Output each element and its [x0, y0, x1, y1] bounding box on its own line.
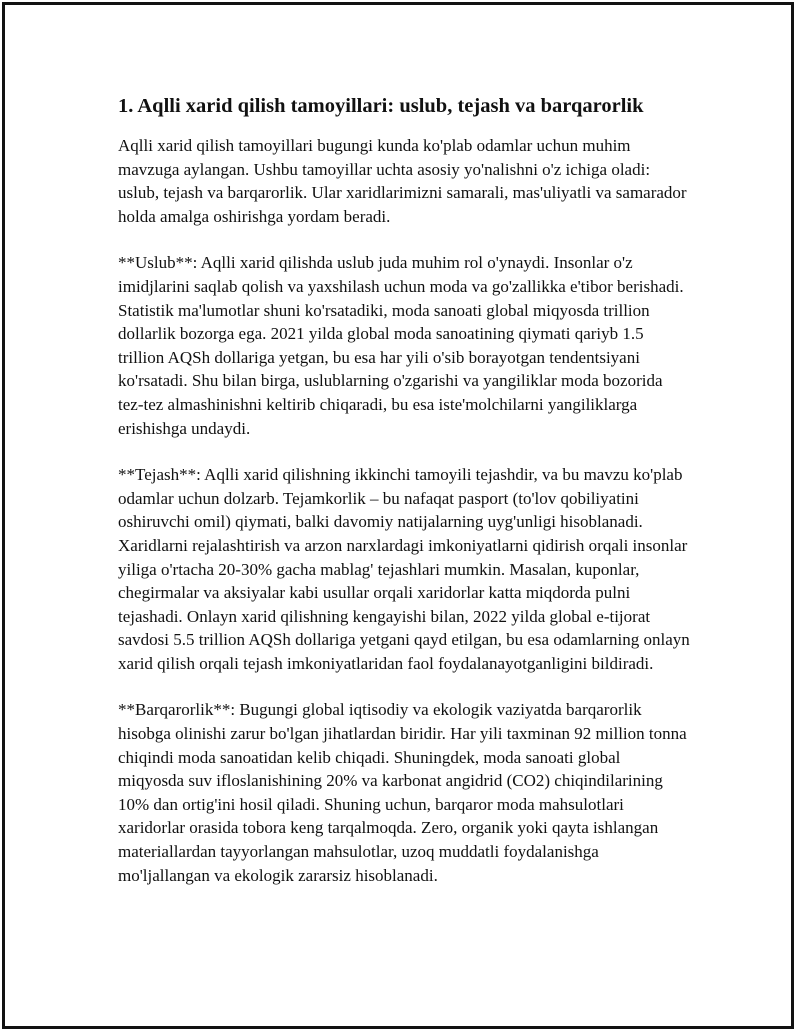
uslub-paragraph: **Uslub**: Aqlli xarid qilishda uslub juda muhim rol o'ynaydi. Insonlar o'z imidjlarini saqlab qolish va yaxshilash uchun moda va go'zallikka e'tibor berishadi. Statistik ma'lumotlar shuni ko'rsatadiki, moda sanoati global miqyosda trillion dollarlik bozorga ega. 2021 yilda global moda sanoatining qiymati qariyb 1.5 trillion AQSh dollariga yetgan, bu esa har yili o'sib borayotgan tendentsiyani ko'rsatadi. Shu bilan birga, uslublarning o'zgarishi va yangiliklar moda bozorida tez-tez almashinishni keltirib chiqaradi, bu esa iste'molchilarni yangiliklarga erishishga undaydi.	[118, 253, 684, 438]
tejash-paragraph: **Tejash**: Aqlli xarid qilishning ikkinchi tamoyili tejashdir, va bu mavzu ko'plab odamlar uchun dolzarb. Tejamkorlik – bu nafaqat pasport (to'lov qobiliyatini oshiruvchi omil) qiymati, balki davomiy natijalarning uyg'unligi hisoblanadi. Xaridlarni rejalashtirish va arzon narxlardagi imkoniyatlarni qidirish orqali insonlar yiliga o'rtacha 20-30% gacha mablag' tejashlari mumkin. Masalan, kuponlar, chegirmalar va aksiyalar kabi usullar orqali xaridorlar katta miqdorda pulni tejashadi. Onlayn xarid qilishning kengayishi bilan, 2022 yilda global e-tijorat savdosi 5.5 trillion AQSh dollariga yetgani qayd etilgan, bu esa odamlarning onlayn xarid qilish orqali tejash imkoniyatlaridan faol foydalanayotganligini bildiradi.	[118, 465, 690, 673]
section-heading: 1. Aqlli xarid qilish tamoyillari: uslub, tejash va barqarorlik	[118, 95, 644, 117]
document-body	[118, 92, 690, 910]
barqarorlik-paragraph: **Barqarorlik**: Bugungi global iqtisodiy va ekologik vaziyatda barqarorlik hisobga olinishi zarur bo'lgan jihatlardan biridir. Har yili taxminan 92 million tonna chiqindi moda sanoatidan kelib chiqadi. Shuningdek, moda sanoati global miqyosda suv ifloslanishining 20% va karbonat angidrid (CO2) chiqindilarining 10% dan ortig'ini hosil qiladi. Shuning uchun, barqaror moda mahsulotlari xaridorlar orasida tobora keng tarqalmoqda. Zero, organik yoki qayta ishlangan materiallardan tayyorlangan mahsulotlar, uzoq muddatli foydalanishga mo'ljallangan va ekologik zararsiz hisoblanadi.	[118, 700, 687, 885]
intro-paragraph: Aqlli xarid qilish tamoyillari bugungi kunda ko'plab odamlar uchun muhim mavzuga aylangan. Ushbu tamoyillar uchta asosiy yo'nalishni o'z ichiga oladi: uslub, tejash va barqarorlik. Ular xaridlarimizni samarali, mas'uliyatli va samarador holda amalga oshirishga yordam beradi.	[118, 136, 687, 226]
